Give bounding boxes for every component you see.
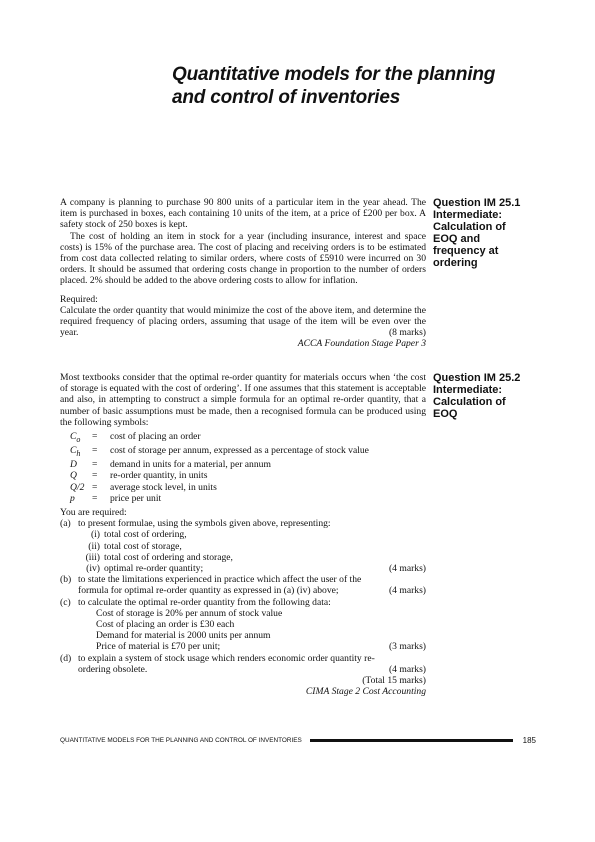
question-1-body bbox=[60, 197, 426, 350]
symbols-table bbox=[70, 431, 369, 504]
sub-part-label: (i) bbox=[90, 529, 100, 541]
title-line-1: Quantitative models for the planning bbox=[172, 64, 496, 85]
running-title: QUANTITATIVE MODELS FOR THE PLANNING AND CONTROL OF INVENTORIES bbox=[60, 736, 302, 744]
question-1-heading bbox=[433, 197, 563, 269]
part-text-row bbox=[78, 585, 426, 596]
sub-part bbox=[60, 529, 426, 540]
question-2-level: Intermediate: bbox=[433, 384, 503, 396]
part-text-row bbox=[78, 664, 426, 675]
question-1-paragraph: A company is planning to purchase 90 800 units of a particular item in the year ahead. The item is purchased in boxes, each containing 10 units of the item, at a price of £200 per box. A safety stock of 250 boxes is kept. bbox=[60, 197, 426, 231]
question-1-source: ACCA Foundation Stage Paper 3 bbox=[297, 338, 426, 350]
question-1-paragraph: The cost of holding an item in stock for a year (including insurance, interest and space costs) is 15% of the purchase area. The cost of placing and receiving orders is to be estimated from cost data collected relating to similar orders, where costs of £5910 were incurred on 30 orders. It should be assumed that ordering costs change in proportion to the number of orders placed. 2% should be added to the above ordering costs to allow for inflation. bbox=[60, 230, 426, 287]
data-line: Cost of placing an order is £30 each bbox=[96, 619, 235, 631]
part-c bbox=[60, 597, 426, 608]
part-text: formula for optimal re-order quantity as expressed in (a) (iv) above; bbox=[78, 585, 339, 597]
question-2-intro: Most textbooks consider that the optimal re-order quantity for materials occurs when ‘the cost of storage is equated with the cost of ordering’. If one assumes that this statement is acceptable and also, in attempting to construct a simple formula for an optimal re-order quantity, that a number of basic assumptions must be made, then a recognised formula can be produced using the following symbols: bbox=[60, 372, 426, 428]
data-line: Demand for material is 2000 units per annum bbox=[96, 630, 271, 642]
sub-part-text: optimal re-order quantity; bbox=[104, 563, 204, 575]
sub-part-text-row bbox=[104, 563, 426, 574]
question-1-required-label: Required: bbox=[60, 293, 98, 305]
symbol-definition: average stock level, in units bbox=[110, 481, 217, 493]
sub-part-text: total cost of ordering, bbox=[104, 529, 187, 541]
sub-part-text: total cost of ordering and storage, bbox=[104, 551, 233, 563]
part-marks: (3 marks) bbox=[388, 641, 426, 653]
symbol: D bbox=[70, 459, 77, 471]
question-1-topic-line: Calculation of bbox=[433, 221, 506, 233]
symbol: $C_o$ bbox=[70, 431, 81, 444]
symbol-row bbox=[70, 493, 369, 504]
symbol-definition: demand in units for a material, per annum bbox=[110, 459, 271, 471]
page-footer bbox=[60, 734, 536, 746]
part-d-continued bbox=[60, 664, 426, 675]
symbol-definition: re-order quantity, in units bbox=[110, 470, 208, 482]
sub-part-label: (iv) bbox=[86, 563, 100, 575]
part-label: (d) bbox=[60, 652, 72, 664]
part-marks: (4 marks) bbox=[388, 663, 426, 675]
question-1-marks: (8 marks) bbox=[388, 327, 426, 339]
part-text: to state the limitations experienced in practice which affect the user of the bbox=[78, 574, 362, 586]
part-b-continued bbox=[60, 585, 426, 596]
symbol-row bbox=[70, 445, 369, 459]
equals-sign: = bbox=[92, 481, 98, 493]
part-marks: (4 marks) bbox=[388, 563, 426, 575]
page-title bbox=[172, 63, 562, 109]
total-marks: (Total 15 marks) bbox=[362, 675, 426, 687]
equals-sign: = bbox=[92, 470, 98, 482]
part-text: to explain a system of stock usage which renders economic order quantity re- bbox=[78, 652, 375, 664]
sub-part-label: (iii) bbox=[85, 551, 100, 563]
question-2-required-label: You are required: bbox=[60, 507, 127, 519]
data-line: Cost of storage is 20% per annum of stock value bbox=[96, 607, 283, 619]
question-2-topic-line: Calculation of bbox=[433, 396, 506, 408]
question-1-required-text: Calculate the order quantity that would minimize the cost of the above item, and determine the required frequency of placing orders, assuming that usage of the item will be even over the year. bbox=[60, 304, 426, 339]
equals-sign: = bbox=[92, 459, 98, 471]
equals-sign: = bbox=[92, 431, 98, 443]
question-1-topic-line: ordering bbox=[433, 257, 478, 269]
part-label: (b) bbox=[60, 574, 72, 586]
question-2-topic-line: EOQ bbox=[433, 408, 458, 420]
symbol-definition: cost of placing an order bbox=[110, 431, 201, 443]
question-2-body bbox=[60, 372, 426, 698]
symbol: p bbox=[70, 492, 75, 504]
question-1-topic-line: frequency at bbox=[433, 245, 499, 257]
equals-sign: = bbox=[92, 445, 98, 457]
part-marks: (4 marks) bbox=[388, 585, 426, 597]
part-text: to calculate the optimal re-order quantity from the following data: bbox=[78, 596, 331, 608]
footer-rule bbox=[310, 739, 513, 742]
symbol-definition: cost of storage per annum, expressed as a percentage of stock value bbox=[110, 445, 369, 457]
sub-part bbox=[60, 563, 426, 574]
question-2-number: Question IM 25.2 bbox=[433, 372, 521, 384]
part-text: ordering obsolete. bbox=[78, 663, 148, 675]
symbol-row bbox=[70, 470, 369, 481]
sub-part bbox=[60, 541, 426, 552]
symbol-row bbox=[70, 459, 369, 470]
question-2-heading bbox=[433, 372, 563, 420]
part-a bbox=[60, 518, 426, 529]
sub-part bbox=[60, 552, 426, 563]
part-b bbox=[60, 574, 426, 585]
part-label: (a) bbox=[60, 518, 71, 530]
symbol: $C_h$ bbox=[70, 445, 81, 459]
symbol: Q/2 bbox=[70, 481, 85, 493]
symbol: Q bbox=[70, 470, 77, 482]
question-1-number: Question IM 25.1 bbox=[433, 197, 521, 209]
equals-sign: = bbox=[92, 492, 98, 504]
sub-part-label: (ii) bbox=[88, 540, 100, 552]
question-1-level: Intermediate: bbox=[433, 209, 503, 221]
symbol-definition: price per unit bbox=[110, 492, 162, 504]
data-line: Price of material is £70 per unit; bbox=[96, 641, 221, 653]
symbol-row bbox=[70, 482, 369, 493]
data-line-row bbox=[60, 641, 426, 652]
question-2-source: CIMA Stage 2 Cost Accounting bbox=[305, 686, 426, 698]
part-d bbox=[60, 653, 426, 664]
symbol-row bbox=[70, 431, 369, 445]
title-line-2: and control of inventories bbox=[172, 87, 401, 108]
question-1-topic-line: EOQ and bbox=[433, 233, 481, 245]
page-number: 185 bbox=[522, 735, 536, 745]
part-text: to present formulae, using the symbols given above, representing: bbox=[78, 518, 331, 530]
part-label: (c) bbox=[60, 596, 71, 608]
sub-part-text: total cost of storage, bbox=[104, 540, 182, 552]
